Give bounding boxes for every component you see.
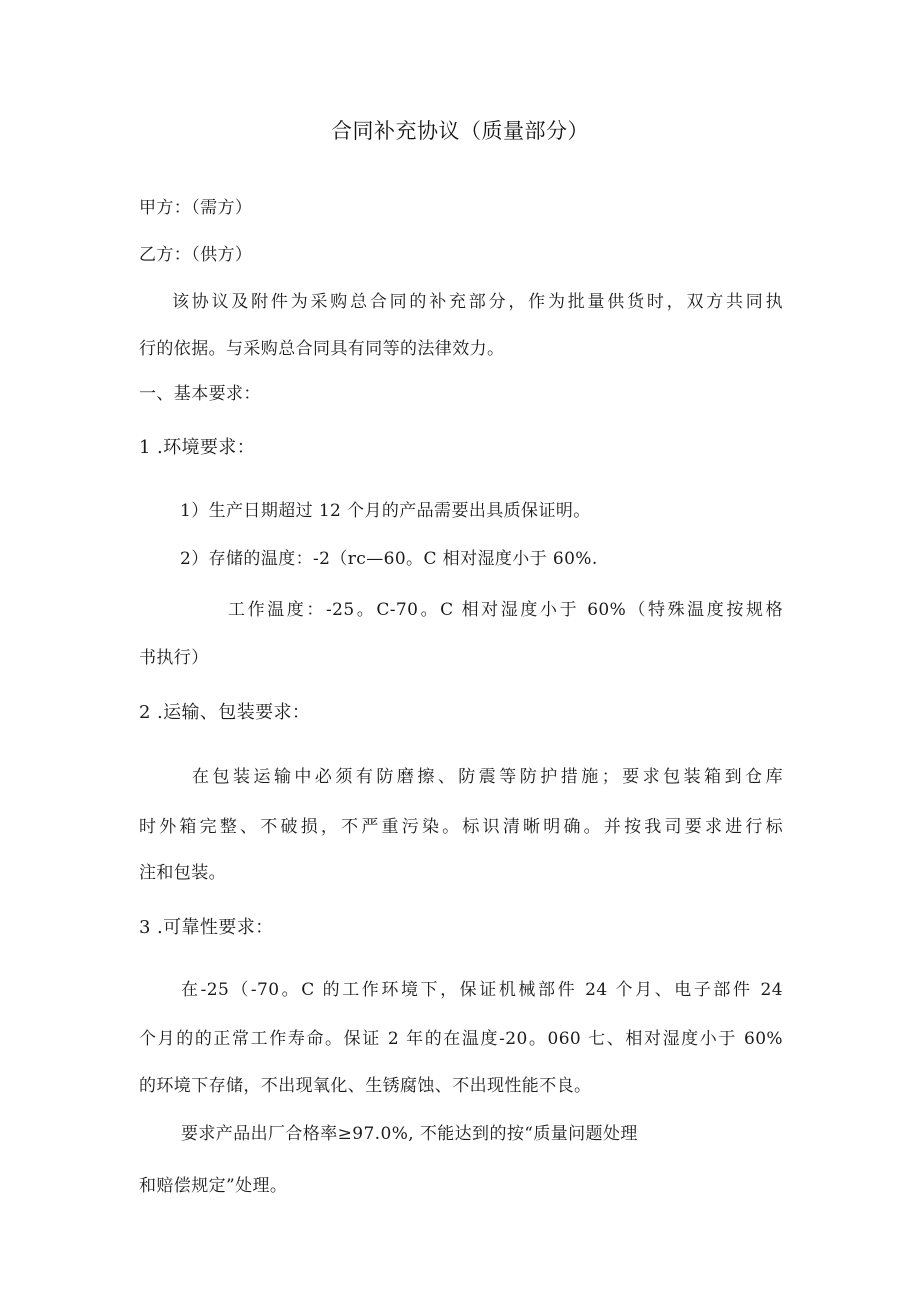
intro-line-2: 行的依据。与采购总合同具有同等的法律效力。	[139, 339, 505, 359]
reliability-line-1: 在-25（-70。C 的工作环境下，保证机械部件 24 个月、电子部件 24	[181, 980, 783, 1000]
section-basic-requirements-heading: 一、基本要求：	[139, 384, 261, 404]
reliability-pass-rate-line: 要求产品出厂合格率≥97.0%, 不能达到的按“质量问题处理	[181, 1124, 638, 1144]
reliability-line-3: 的环境下存储，不出现氧化、生锈腐蚀、不出现性能不良。	[139, 1076, 592, 1096]
env-working-temperature-line-2: 书执行）	[139, 648, 209, 668]
reliability-line-2: 个月的的正常工作寿命。保证 2 年的在温度-20。060 七、相对湿度小于 60%	[139, 1029, 783, 1049]
party-b-line: 乙方：（供方）	[139, 245, 253, 265]
intro-line-1: 该协议及附件为采购总合同的补充部分，作为批量供货时，双方共同执	[172, 292, 783, 312]
environment-requirements-heading: 1 .环境要求：	[139, 437, 256, 458]
env-item-production-date: 1）生产日期超过 12 个月的产品需要出具质保证明。	[180, 501, 591, 521]
transport-line-3: 注和包装。	[139, 863, 226, 883]
env-working-temperature-line-1: 工作温度：-25。C-70。C 相对湿度小于 60%（特殊温度按规格	[228, 600, 783, 620]
transport-packaging-heading: 2 .运输、包装要求：	[139, 702, 311, 723]
transport-line-2: 时外箱完整、不破损，不严重污染。标识清晰明确。并按我司要求进行标	[139, 817, 783, 837]
reliability-requirements-heading: 3 .可靠性要求：	[139, 917, 274, 938]
reliability-compensation-line: 和赔偿规定”处理。	[139, 1176, 288, 1196]
party-a-line: 甲方：（需方）	[139, 198, 253, 218]
document-title: 合同补充协议（质量部分）	[331, 119, 589, 143]
env-item-storage-temperature: 2）存储的温度：-2（rc—60。C 相对湿度小于 60%.	[180, 549, 598, 569]
transport-line-1: 在包装运输中必须有防磨擦、防震等防护措施；要求包装箱到仓库	[192, 767, 783, 787]
